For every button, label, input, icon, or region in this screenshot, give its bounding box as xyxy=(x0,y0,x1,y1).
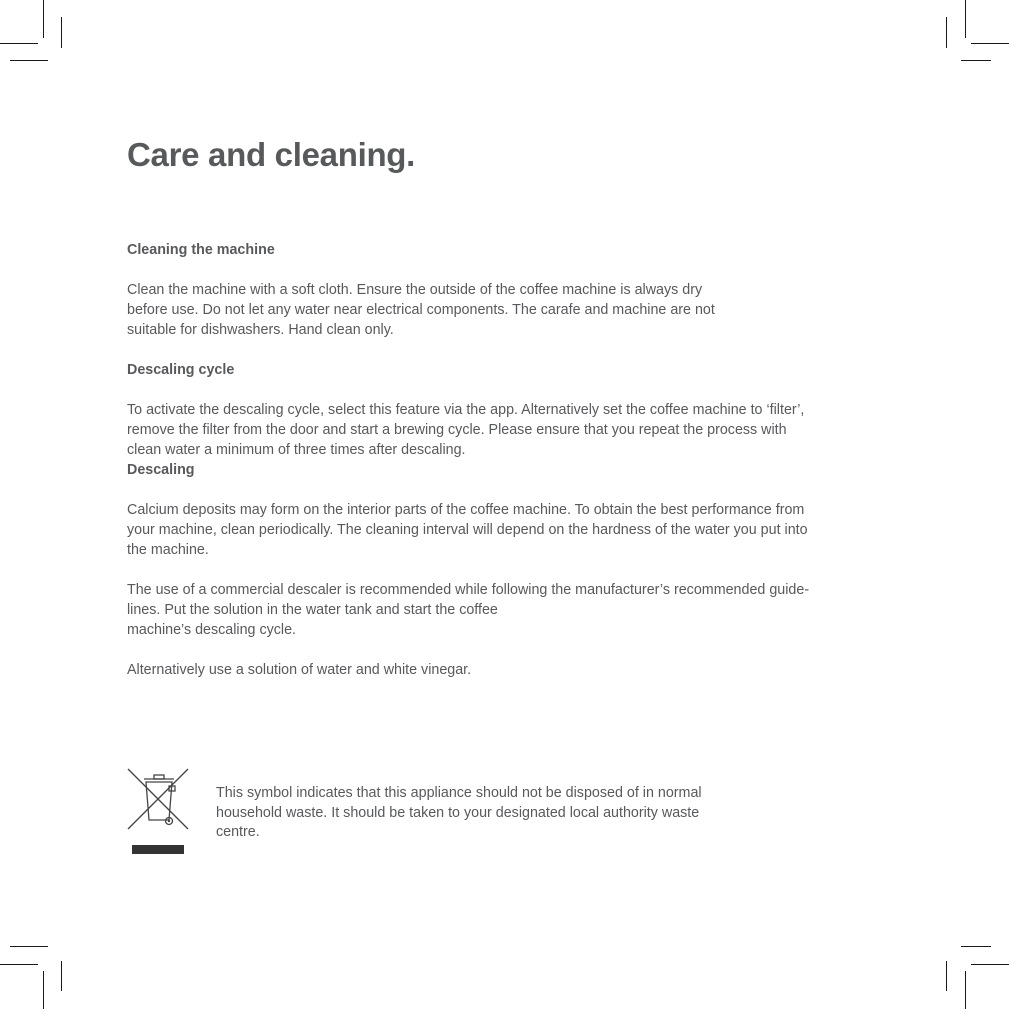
crop-mark-top-left-v2 xyxy=(61,17,62,48)
crop-mark-top-right-h1 xyxy=(971,43,1009,44)
crop-mark-bottom-right-v2 xyxy=(965,971,966,1009)
crop-mark-top-right-v1 xyxy=(965,0,966,38)
crop-mark-top-left-h1 xyxy=(0,43,38,44)
descaling-cycle-paragraph xyxy=(127,400,887,460)
text-line: before use. Do not let any water near electrical components. The carafe and machine are not xyxy=(127,302,715,318)
text-line: household waste. It should be taken to your designated local authority waste xyxy=(216,804,700,821)
text-line: This symbol indicates that this appliance should not be disposed of in normal xyxy=(216,785,702,801)
descaling-heading: Descaling xyxy=(127,462,195,478)
crop-mark-bottom-left-h1 xyxy=(10,946,48,947)
crop-mark-bottom-left-v2 xyxy=(43,971,44,1009)
text-line: lines. Put the solution in the water tank and start the coffee xyxy=(127,602,498,618)
text-line: To activate the descaling cycle, select this feature via the app. Alternatively set the coffee machine to ‘filter’, xyxy=(127,402,805,418)
crop-mark-bottom-left-h2 xyxy=(0,964,38,965)
descaling-paragraph-2 xyxy=(127,580,887,640)
text-line: Calcium deposits may form on the interior parts of the coffee machine. To obtain the best performance from xyxy=(127,502,805,518)
descaling-cycle-heading: Descaling cycle xyxy=(127,362,235,378)
crop-mark-bottom-right-h1 xyxy=(961,946,991,947)
text-line: your machine, clean periodically. The cleaning interval will depend on the hardness of the water you put into xyxy=(127,522,808,538)
text-line: suitable for dishwashers. Hand clean only. xyxy=(127,322,394,338)
text-line: Clean the machine with a soft cloth. Ensure the outside of the coffee machine is always dry xyxy=(127,282,703,298)
crop-mark-bottom-left-v1 xyxy=(61,961,62,991)
crop-mark-top-left-h2 xyxy=(10,60,48,61)
page-title: Care and cleaning. xyxy=(127,136,416,173)
text-line: The use of a commercial descaler is recommended while following the manufacturer’s recommended guide- xyxy=(127,582,810,598)
descaling-paragraph-1 xyxy=(127,500,887,560)
crop-mark-bottom-right-h2 xyxy=(971,964,1009,965)
text-line: remove the filter from the door and start a brewing cycle. Please ensure that you repeat the process with xyxy=(127,422,787,438)
crop-mark-top-right-h2 xyxy=(961,60,991,61)
text-line: clean water a minimum of three times after descaling. xyxy=(127,442,466,458)
text-line: centre. xyxy=(216,824,260,840)
cleaning-heading: Cleaning the machine xyxy=(127,242,275,258)
cleaning-paragraph xyxy=(127,280,887,340)
text-line: the machine. xyxy=(127,542,209,558)
crop-mark-top-right-v2 xyxy=(946,17,947,48)
crop-mark-top-left-v1 xyxy=(43,0,44,38)
disposal-notice xyxy=(216,784,776,843)
crop-mark-bottom-right-v1 xyxy=(946,961,947,991)
descaling-paragraph-3: Alternatively use a solution of water and white vinegar. xyxy=(127,662,472,678)
content-body xyxy=(127,240,887,680)
crossed-out-wheelie-bin-icon xyxy=(127,768,189,858)
text-line: machine’s descaling cycle. xyxy=(127,622,297,638)
